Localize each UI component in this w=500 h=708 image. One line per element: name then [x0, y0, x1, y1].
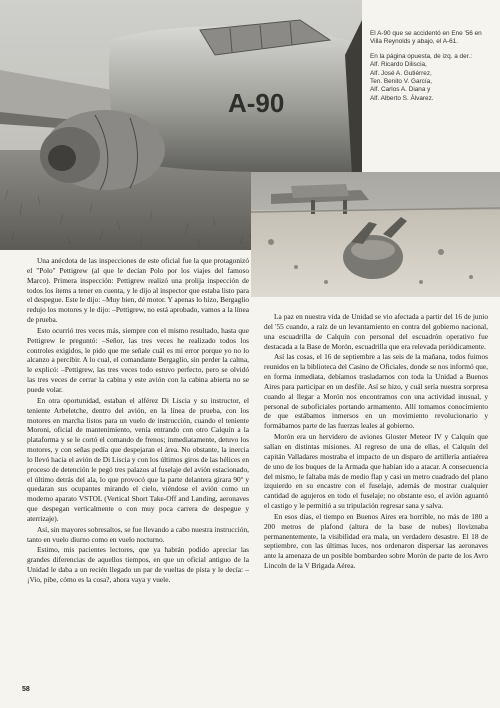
caption-name: Alf. Alberto S. Álvarez. — [370, 94, 434, 102]
body-paragraph: Morón era un hervidero de aviones Gloster Meteor IV y Calquín que salían en distintas misiones. Al regreso de una de ellas, el Calquín del capitán Valladares mostraba el impacto de un disparo de artillería antiaérea de uno de los buques de la Armada que habían ido a atacar. A consecuencia del mismo, le faltaba más de medio flap y casi un metro cuadrado del plano izquierdo en su encastre con el fuselaje, además de mostrar cualquier cantidad de agujeros en todo el fuselaje; no obstante eso, el avión aguantó el castigo y le permitió a su tripulación regresar sana y salva. — [264, 432, 488, 511]
caption-names — [370, 53, 494, 103]
page-number: 58 — [22, 686, 30, 693]
body-paragraph: En otra oportunidad, estaban el alférez Di Liscia y su instructor, el teniente Arbeletche, dentro del avión, en la línea de prueba, con los motores en marcha listos para un vuelo de instrucción, cuando el teniente Moroni, oficial de mantenimiento, venía entrando con otro Calquín a la plataforma y se le cortó el comando de frenos; inmediatamente, detuvo los motores, y con señas pedía que despejaran el área. No obstante, la inercia lo llevó hacia el avión de Di Liscia y con los últimos giros de las hélices en proceso de detención le pegó tres palazos al fuselaje del avión estacionado, el último detrás del ala, lo que provocó que la parte delantera girara 90º y quedaran sus ocupantes mirando el cielo, viéndose el avión como un moderno aparato VSTOL (Vertical Short Take-Off and Landing, aeronaves que despegan verticalmente o con muy poca carrera de despegue y aterrizaje). — [27, 395, 249, 523]
body-column-left — [27, 256, 249, 585]
caption-intro: En la página opuesta, de izq. a der.: — [370, 52, 472, 60]
body-paragraph: En esos días, el tiempo en Buenos Aires era horrible, no más de 180 a 200 metros de plafond (altura de la base de nubes) lloviznaba permanentemente, la visibilidad era mala, un verdadero desastre. El 18 de septiembre, con las últimas luces, nos ordenaron dispersar las aeronaves ante la amenaza de un posible bombardeo sobre Morón de parte de los Avro Lincoln de la V Brigada Aérea. — [264, 511, 488, 571]
caption-name: Alf. José A. Gutiérrez, — [370, 69, 432, 77]
caption-name: Alf. Ricardo Diliscia, — [370, 61, 427, 69]
body-paragraph: Así las cosas, el 16 de septiembre a las seis de la mañana, todos fuimos reunidos en la biblioteca del Casino de Oficiales, donde se nos informó que, en forma inmediata, debíamos trasladarnos con toda la Unidad a Buenos Aires para participar en un desfile. Así se hizo, y cuál sería nuestra sorpresa cuando al llegar a Morón nos encontramos con una actividad inusual, y personal de suboficiales portando armamento. Allí tomamos conocimiento de que estábamos inmersos en un movimiento revolucionario y formábamos parte de las fuerzas leales al gobierno. — [264, 352, 488, 431]
body-paragraph: La paz en nuestra vida de Unidad se vio afectada a partir del 16 de junio del '55 cuando, a raíz de un levantamiento en contra del gobierno nacional, una escuadrilla de Calquín con personal del escuadrón operativo fue destacada a la Base de Morón, escuadrilla que era relevada periódicamente. — [264, 312, 488, 351]
caption-main: El A-90 que se accidentó en Ene '56 en Villa Reynolds y abajo, el A-61. — [370, 30, 482, 46]
caption-name: Alf. Carlos A. Diana y — [370, 86, 431, 94]
body-column-right — [264, 312, 488, 571]
body-paragraph: Una anécdota de las inspecciones de este oficial fue la que protagonizó el "Polo" Pettigrew (al que le decían Polo por los viajes del famoso Marco). Primera inspección: Pettigrew realizó una prolija inspección de todos los ítems a tener en cuenta, y le dijo al inspector que estaba listo para el despegue. Este le dijo: –Muy bien, dé motor. Y apenas lo hizo, Bergaglio redujo los motores y le dijo: –Pettigrew, no está aprobado, vamos a la línea de prueba. — [27, 256, 249, 325]
secondary-aircraft-illustration — [251, 172, 500, 297]
secondary-aircraft-photo — [251, 172, 500, 297]
body-paragraph: Así, sin mayores sobresaltos, se fue llevando a cabo nuestra instrucción, tanto en vuelo diurno como en vuelo nocturno. — [27, 524, 249, 544]
body-paragraph: Esto ocurrió tres veces más, siempre con el mismo resultado, hasta que Pettigrew le preguntó: –Señor, las tres veces he realizado todos los controles exigidos, le pido que me señale cuál es mi error porque yo no lo alcanzo a percibir. A lo cual, el comandante Bergaglio, sin perder la calma, le explicó: –Pettigrew, las tres veces todo estuvo perfecto, pero se olvidó las tres veces de cerrar la cabina y este avión con la cabina abierta no se puede volar. — [27, 325, 249, 394]
aircraft-marking: A-90 — [228, 88, 285, 118]
body-paragraph: Estimo, mis pacientes lectores, que ya habrán podido apreciar las grandes diferencias de aquellos tiempos, en que un oficial antiguo de la Unidad le daba a un recién llegado un par de vueltas de pista y le decía: –¡Vio, pibe, cómo es la cosa?, ahora vaya y vuele. — [27, 545, 249, 584]
caption-name: Ten. Benito V. García, — [370, 78, 432, 86]
photo-caption — [370, 30, 494, 109]
